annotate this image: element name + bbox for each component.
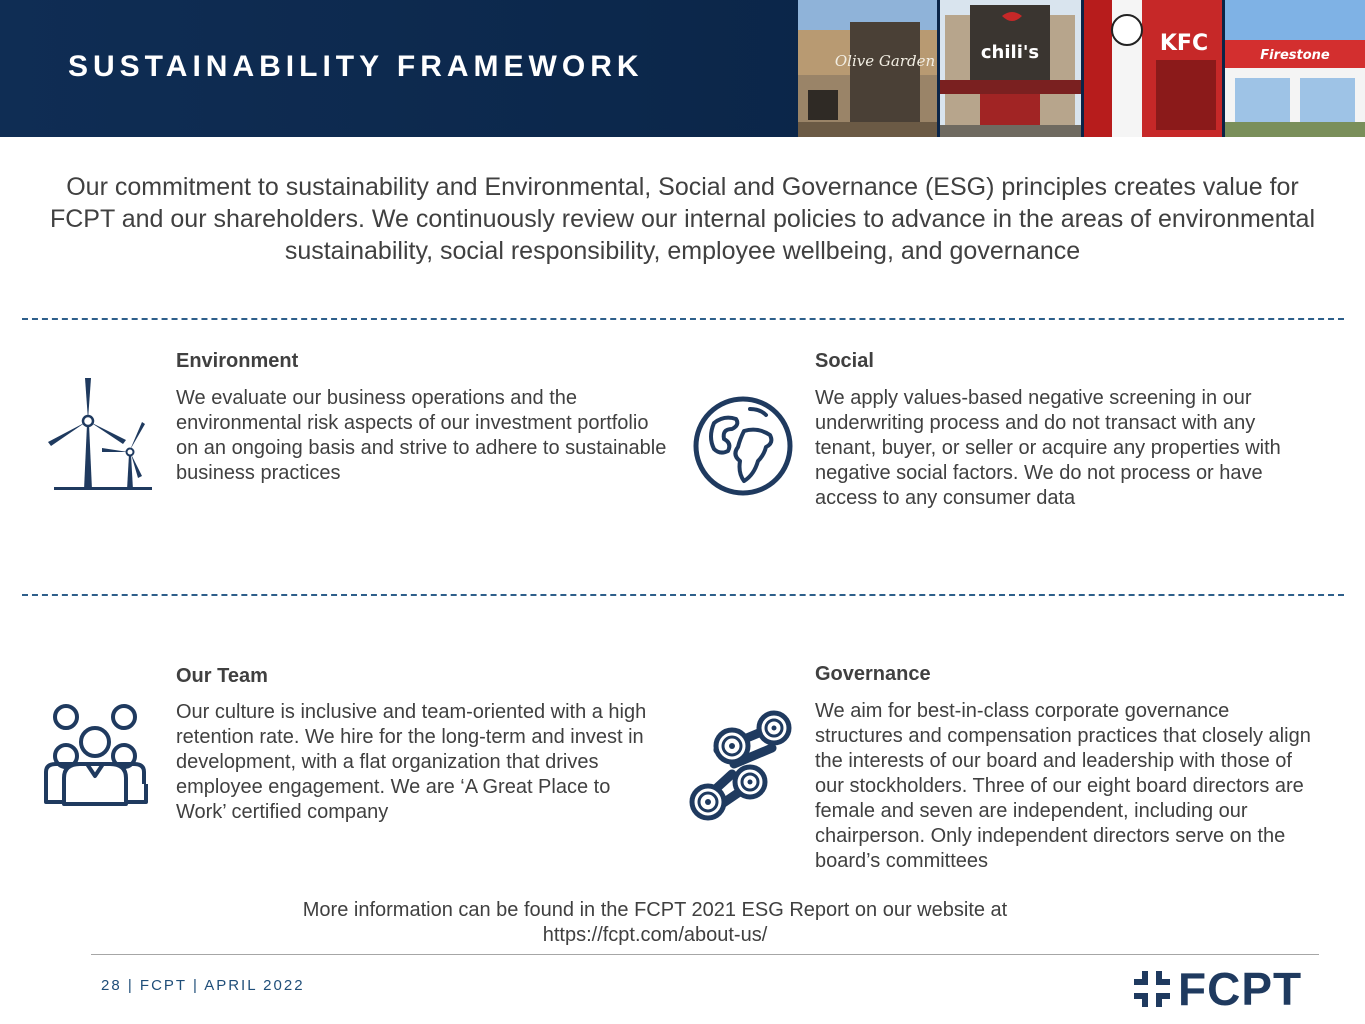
environment-body: We evaluate our business operations and the environmental risk aspects of our investment portfolio on an ongoing basis and strive to adhere to sustainable business practices — [176, 387, 667, 484]
governance-body: We aim for best-in-class corporate governance structures and compensation practices that closely align the interests of our board and leadership with those of our stockholders. Three of our eight board directors are female and seven are independent, including our chairperson. Only independent directors serve on the board’s committees — [815, 700, 1311, 872]
kfc-sign: KFC — [1159, 31, 1209, 56]
team-body: Our culture is inclusive and team-oriented with a high retention rate. We hire for the long-term and invest in development, with a flat organization that drives employee engagement. We are ‘A Great Place to Work’ certified company — [176, 701, 647, 823]
gears-icon — [688, 708, 794, 829]
olive-garden-photo — [798, 0, 937, 137]
page-title: SUSTAINABILITY FRAMEWORK — [68, 50, 644, 83]
wind-turbine-icon — [46, 374, 156, 499]
team-title: Our Team — [176, 665, 268, 687]
firestone-sign: Firestone — [1260, 48, 1330, 63]
olive-garden-sign: Olive Garden — [834, 52, 936, 70]
fcpt-logo — [1134, 962, 1302, 1016]
social-body: We apply values-based negative screening in our underwriting process and do not transact with any tenant, buyer, or seller or acquire any properties with negative social factors. We do not process or have access to any consumer data — [815, 387, 1281, 509]
footer-page-info: 28 | FCPT | APRIL 2022 — [101, 977, 305, 994]
social-title: Social — [815, 350, 874, 372]
divider-top — [22, 318, 1344, 320]
more-info-note: More information can be found in the FCPT 2021 ESG Report on our website at https://fcpt.com/about-us/ — [302, 899, 1008, 946]
governance-title: Governance — [815, 663, 931, 685]
chilis-photo — [940, 0, 1081, 137]
environment-title: Environment — [176, 350, 299, 372]
globe-icon — [692, 395, 794, 502]
restaurant-photo-strip — [798, 0, 1365, 137]
kfc-photo — [1084, 0, 1222, 137]
fcpt-logo-mark-icon — [1134, 971, 1170, 1007]
team-icon — [42, 700, 152, 813]
intro-statement: Our commitment to sustainability and Environmental, Social and Governance (ESG) principles creates value for FCPT and our shareholders. We continuously review our internal policies to advance in the areas of environmental sustainability, social responsibility, employee wellbeing, and governance — [49, 173, 1316, 265]
chilis-sign: chili's — [980, 42, 1040, 63]
divider-middle — [22, 594, 1344, 596]
footer-divider — [91, 954, 1319, 955]
firestone-photo — [1225, 0, 1365, 137]
fcpt-logo-text: FCPT — [1178, 963, 1303, 1015]
